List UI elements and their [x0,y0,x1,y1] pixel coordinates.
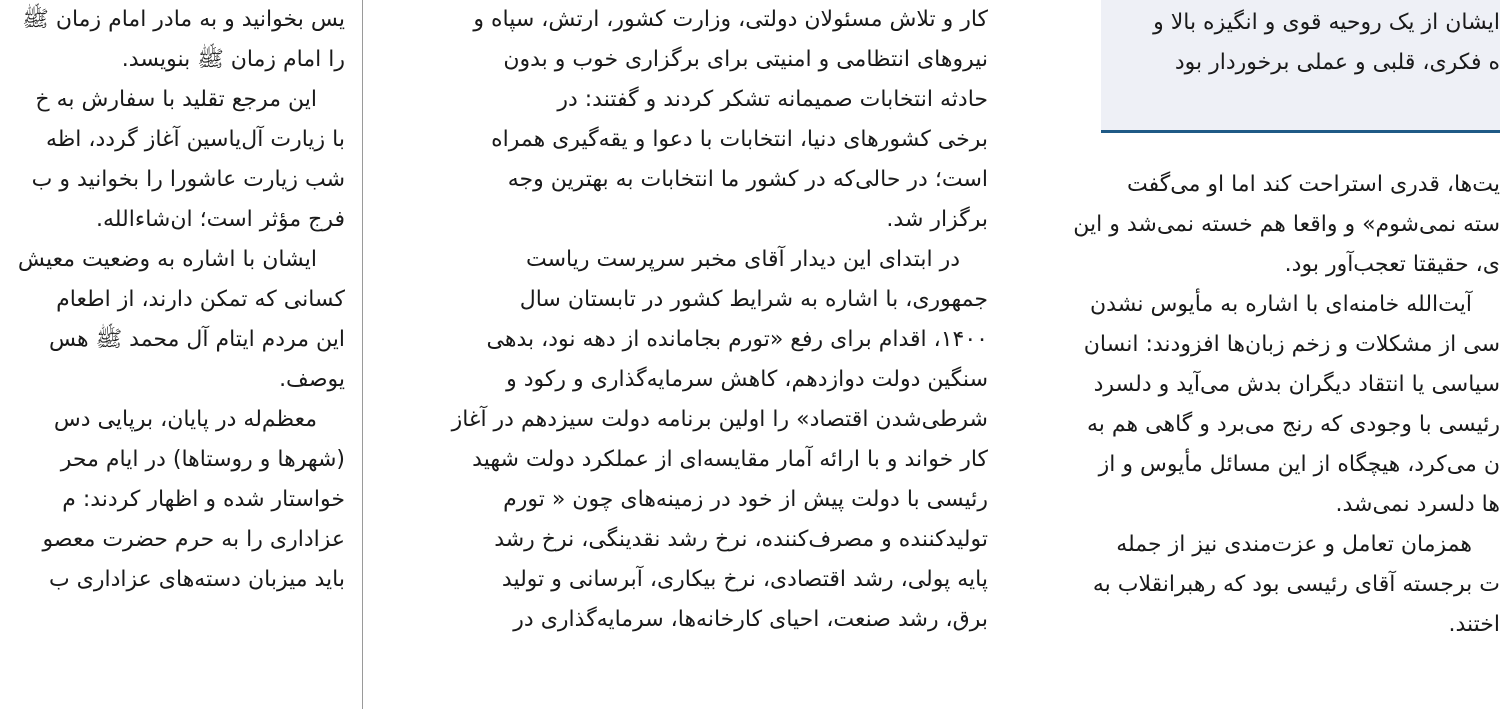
text-line: کار و تلاش مسئولان دولتی، وزارت کشور، ارتش، سپاه و [473,7,988,32]
column-divider-left [362,0,363,709]
pull-quote-box [1101,0,1500,133]
text-line: (شهرها و روستاها) در ایام محر [60,447,345,472]
text-line: سیاسی یا انتقاد دیگران بدش می‌آید و دلسرد [1093,372,1500,397]
text-line: همزمان تعامل و عزت‌مندی نیز از جمله [1116,532,1472,557]
text-line: برگزار شد. [886,207,988,232]
text-line: کار خواند و با ارائه آمار مقایسه‌ای از عملکرد دولت شهید [472,447,988,472]
text-line: سی از مشکلات و زخم زبان‌ها افزودند: انسان [1083,332,1500,357]
text-line: خواستار شده و اظهار کردند: م [62,487,345,512]
text-line: یس بخوانید و به مادر امام زمان ﷺ [22,7,345,32]
text-line: ت برجسته آقای رئیسی بود که رهبرانقلاب به [1092,572,1500,597]
text-line: پایه پولی، رشد اقتصادی، نرخ بیکاری، آبرسانی و تولید [501,567,988,592]
text-line: نیروهای انتظامی و امنیتی برای برگزاری خوب و بدون [503,47,988,72]
text-line: تولیدکننده و مصرف‌کننده، نرخ رشد نقدینگی، نرخ رشد [494,527,988,552]
text-line: این مردم ایتام آل محمد ﷺ هس [48,327,345,352]
text-line: در ابتدای این دیدار آقای مخبر سرپرست ریاست [526,247,960,272]
pull-quote-line: ه فکری، قلبی و عملی برخوردار بود [1174,50,1500,75]
text-line: رئیسی با وجودی که رنج می‌برد و گاهی هم به [1086,412,1500,437]
text-line: یوصف. [279,367,345,392]
text-line: ها دلسرد نمی‌شد. [1335,492,1500,517]
text-line: با زیارت آل‌یاسین آغاز گردد، اظه [46,127,345,152]
text-line: سته نمی‌شوم» و واقعا هم خسته نمی‌شد و این [1073,212,1500,237]
text-line: برق، رشد صنعت، احیای کارخانه‌ها، سرمایه‌گذاری در [513,607,988,632]
right-article-column [1025,165,1500,709]
pull-quote-line: ایشان از یک روحیه قوی و انگیزه بالا و [1153,10,1500,35]
text-line: برخی کشورهای دنیا، انتخابات با دعوا و یقه‌گیری همراه [491,127,988,152]
text-line: اختند. [1448,612,1500,637]
text-line: سنگین دولت دوازدهم، کاهش سرمایه‌گذاری و رکود و [506,367,988,392]
middle-article-column [392,0,988,709]
text-line: عزاداری را به حرم حضرت معصو [42,527,345,552]
text-line: ۱۴۰۰، اقدام برای رفع «تورم بجامانده از دهه نود، بدهی [486,327,988,352]
text-line: معظم‌له در پایان، برپایی دس [53,407,317,432]
text-line: حادثه انتخابات صمیمانه تشکر کردند و گفتند: در [557,87,988,112]
text-line: ایشان با اشاره به وضعیت معیش [17,247,317,272]
text-line: رئیسی با دولت پیش از خود در زمینه‌های چون « تورم [503,487,988,512]
text-line: را امام زمان ﷺ بنویسد. [121,47,345,72]
text-line: شب زیارت عاشورا را بخوانید و ب [31,167,345,192]
left-article-column [0,0,345,709]
text-line: جمهوری، با اشاره به شرایط کشور در تابستان سال [519,287,988,312]
text-line: فرج مؤثر است؛ ان‌شاءالله. [95,207,345,232]
text-line: کسانی که تمکن دارند، از اطعام [56,287,345,312]
text-line: شرطی‌شدن اقتصاد» را اولین برنامه دولت سیزدهم در آغاز [451,407,988,432]
text-line: است؛ در حالی‌که در کشور ما انتخابات به بهترین وجه [507,167,988,192]
text-line: باید میزبان دسته‌های عزاداری ب [48,567,345,592]
text-line: یت‌ها، قدری استراحت کند اما او می‌گفت [1127,172,1500,197]
text-line: این مرجع تقلید با سفارش به خ [35,87,317,112]
text-line: ن می‌کرد، هیچگاه از این مسائل مأیوس و از [1098,452,1500,477]
text-line: آیت‌الله خامنه‌ای با اشاره به مأیوس نشدن [1090,292,1472,317]
text-line: ی، حقیقتا تعجب‌آور بود. [1284,252,1500,277]
